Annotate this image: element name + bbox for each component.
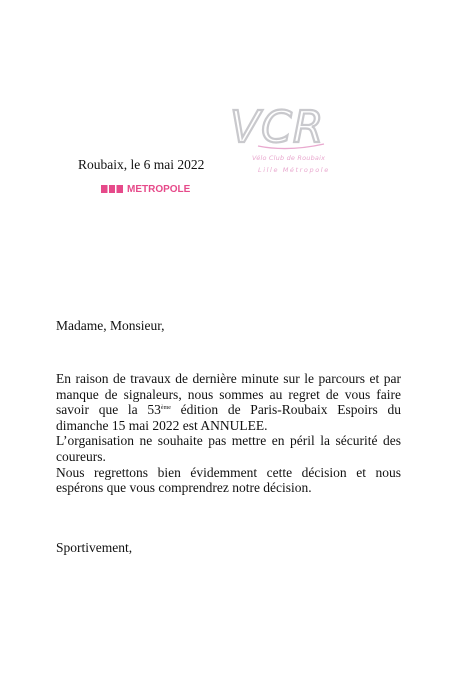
paragraph-safety: L’organisation ne souhaite pas mettre en péril la sécurité des coureurs. bbox=[56, 433, 401, 464]
vcr-logo-line2: Lille Métropole bbox=[258, 166, 330, 174]
place-date: Roubaix, le 6 mai 2022 bbox=[78, 157, 205, 172]
paragraph-regret: Nous regrettons bien évidemment cette décision et nous espérons que vous comprendrez notre décision. bbox=[56, 464, 401, 496]
vcr-logo-text: VCR bbox=[230, 102, 325, 153]
closing: Sportivement, bbox=[56, 540, 133, 555]
letter-body bbox=[56, 371, 401, 496]
vcr-logo-line1: Vélo Club de Roubaix bbox=[252, 154, 326, 162]
vcr-logo bbox=[228, 96, 358, 192]
paragraph-announcement: En raison de travaux de dernière minute sur le parcours et par manque de signaleurs, nous sommes au regret de vous faire savoir que la 53ème édition de Paris-Roubaix Espoirs du dimanche 15 mai 2022 est ANNULEE. bbox=[56, 371, 401, 433]
metropole-logo-text: MÉTROPOLE bbox=[127, 185, 191, 193]
salutation: Madame, Monsieur, bbox=[56, 318, 165, 333]
metropole-logo bbox=[101, 185, 190, 193]
metropole-mark-icon bbox=[101, 185, 123, 193]
ordinal-superscript: ème bbox=[160, 405, 171, 412]
